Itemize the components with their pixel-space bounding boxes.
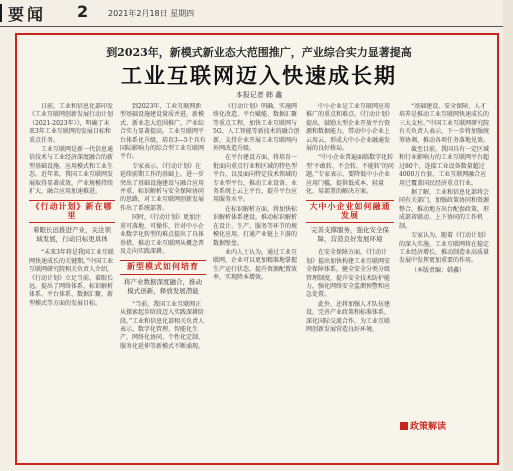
paragraph: 在平台建设方面，将培育一批面向重点行业和区域的特色型平台，以及面向特定技术领域的专业型平台，推动工业设备、业务系统上云上平台，提升平台应用服务水平。: [213, 154, 298, 204]
paragraph: 据了解，工业和信息化部将会同有关部门，加强政策协同和资源整合，推动地方出台配套政策，形成部省联动、上下协同的工作机制。: [399, 189, 490, 230]
article-column-5: [399, 103, 492, 459]
subheading-3: 大中小企业如何融通发展: [306, 200, 394, 223]
pull-quote-3: 完善支撑服务，强化安全保障，营造良好发展环境: [311, 226, 389, 244]
paragraph: “中小企业普遍面临数字化转型‘不敢转、不会转、不能转’的问题。”专家表示，要降低中小企业应用门槛，提供低成本、轻量化、易部署的解决方案。: [306, 154, 394, 196]
pull-quote-2: 将产业数据深度融合，推动模式创新，释放发展潜能: [124, 277, 202, 295]
section-title: 要闻: [8, 5, 47, 24]
article-column-1: [29, 103, 115, 459]
policy-interpretation-tag: [400, 419, 480, 432]
paragraph: 业内人士认为，通过工业互联网，企业可以更加精准地掌握生产运行状态，提升资源配置效率，实现降本增效。: [213, 248, 298, 282]
article-column-4: [306, 103, 394, 459]
subheading-1: 《行动计划》新在哪里: [29, 200, 115, 223]
paragraph: 此外，还将加强人才队伍建设，完善产业政策和标准体系，深化国际交流合作，为工业互联网创新发展营造良好环境。: [306, 300, 391, 333]
newspaper-masthead: [0, 0, 513, 27]
paragraph: 到2023年，工业互联网新型基础设施建设量质并进，新模式、新业态大范围推广，产业综合实力显著提高。工业互联网平台体系化升级，培育3—5个具有国际影响力的综合型工业互联网平台。: [120, 103, 206, 161]
article-frame: [15, 33, 499, 465]
paragraph: “基础建设、安全保障、人才培养是推动工业互联网快速成长的三大支柱。”中国工业互联网研究院有关负责人表示，下一步将加强统筹协调，推动各项任务落地见效。: [399, 103, 490, 144]
article-headline: 工业互联网迈入快速成长期: [121, 64, 397, 88]
section-tag-label: 政策解读: [410, 422, 447, 432]
paragraph: 在标识解析方面，将加快标识解析体系建设，推动标识解析在设计、生产、服务等环节的规模化应用，打通产业链上下游的数据壁垒。: [213, 205, 298, 247]
masthead-rule: [0, 26, 513, 27]
paragraph: 专家认为，随着《行动计划》的深入实施，工业互联网将在稳定工业经济增长、推动制造业高质量发展中发挥更加重要的作用。: [399, 232, 490, 265]
paragraph: 中小企业是工业互联网应用推广的重点和难点。《行动计划》提出，鼓励大型企业开放平台资源和数据能力，带动中小企业上云用云，形成大中小企业融通发展的良好格局。: [306, 103, 394, 153]
paragraph: 日前，工业和信息化部印发《工业互联网创新发展行动计划（2021-2023年）》，明确了未来3年工业互联网的发展目标和重点任务。: [29, 103, 114, 144]
paragraph: 同时，《行动计划》更加注重可落地、可操作，针对中小企业数字化转型的难点提出了具体举措，推动工业互联网从概念普及走向实践深耕。: [120, 214, 205, 255]
article-column-3: [213, 103, 300, 459]
paragraph: 《行动计划》明确，实施网络化改造、平台赋能、数据汇聚等重点工程，加快工业互联网与5G、人工智能等新技术的融合创新，支持企业开展工业互联网内外网改造升级。: [213, 103, 300, 153]
issue-date: 2021年2月18日 星期四: [108, 9, 195, 18]
paragraph: 专家表示，《行动计划》在延续前期工作的基础上，进一步突出了基础设施建设与融合应用并重、标识解析与安全保障协同的思路，对工业互联网创新发展作出了系统部署。: [120, 162, 205, 212]
red-square-icon: [400, 422, 408, 430]
paragraph: “当前，我国工业互联网正从探索起步阶段迈入实践深耕阶段。”工业和信息化部相关负责人表示，数字化管理、智能化生产、网络化协同、个性化定制、服务化延伸等新模式不断涌现。: [120, 300, 205, 350]
paragraph: “未来3年将是我国工业互联网快速成长的关键期。”中国工业互联网研究院相关负责人介绍，《行动计划》立足当前、着眼长远，提出了网络体系、标识解析体系、平台体系、数据汇聚、新型模式等方面的发展目标。: [29, 249, 114, 307]
page-number: 2: [77, 2, 89, 21]
pull-quote-1: 着眼长远推进产业，关注领域发展，行动目标更具体: [33, 226, 111, 244]
subheading-2: 新型模式如何培育: [120, 260, 206, 274]
article-column-2: [120, 103, 206, 459]
editor-note: （本版责编：韩鑫）: [411, 266, 466, 274]
adjacent-page-edge: [503, 0, 513, 471]
paragraph: 工业互联网是新一代信息通信技术与工业经济深度融合的新型基础设施、应用模式和工业生态。近年来，我国工业互联网发展取得显著成效，产业规模持续扩大，融合应用加速推进。: [29, 146, 114, 196]
paragraph: 在安全保障方面，《行动计划》提出加快构建工业互联网安全保障体系，健全安全分类分级管理制度，提升安全技术防护能力，强化网络安全监测预警和应急处置。: [306, 249, 391, 299]
masthead-accent-bar: [0, 4, 2, 22]
paragraph: 截至目前，我国具有一定区域和行业影响力的工业互联网平台超过80个，连接工业设备数量超过4000万台套，工业互联网融合应用已覆盖国民经济重点行业。: [399, 146, 490, 187]
article-kicker: 到2023年，新模式新业态大范围推广，产业综合实力显著提高: [106, 46, 412, 59]
article-byline: 本报记者 韩 鑫: [235, 91, 283, 99]
